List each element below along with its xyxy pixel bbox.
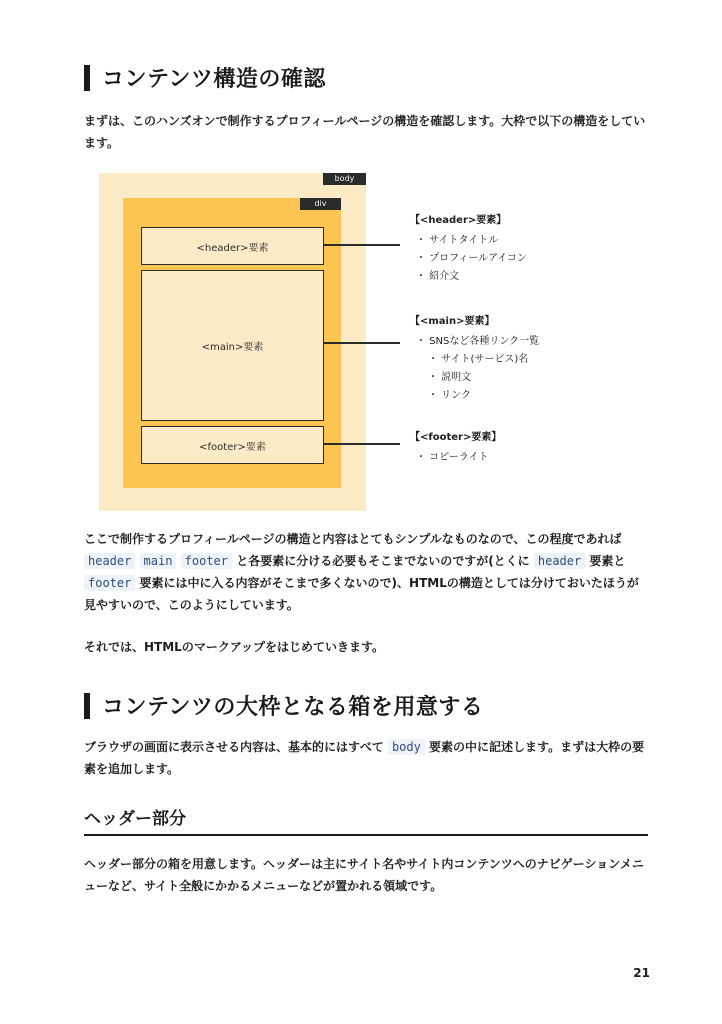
footer-note-item: ・ コピーライト [416,452,489,463]
para-text: 要素と [589,554,626,568]
main-note [410,312,539,405]
header-paragraph: ヘッダー部分の箱を用意します。ヘッダーは主にサイト名やサイト内コンテンツへのナビゲーションメニューなど、サイト全般にかかるメニューなどが置かれる領域です。 [84,857,644,893]
section-heading-box [84,690,483,721]
diagram-footer-box: <footer>要素 [141,426,324,464]
main-connector-line [324,342,400,344]
heading-bar [84,693,90,719]
para-text: と各要素に分ける必要もそこまでないのですが(とくに [236,554,530,568]
intro-paragraph: まずは、このハンズオンで制作するプロフィールページの構造を確認します。大枠で以下の構造をしています。 [84,114,646,150]
para-text: ここで制作するプロフィールページの構造と内容はとてもシンプルなものなので、この程度であれば [84,532,622,546]
header-note-title: 【<header>要素】 [410,215,507,226]
body-tag-label: body [323,173,366,185]
main-note-item: ・ SNSなど各種リンク一覧 [416,336,540,347]
heading-text: コンテンツの大枠となる箱を用意する [102,695,484,720]
main-note-title: 【<main>要素】 [410,316,495,327]
footer-connector-line [324,443,400,445]
code-inline: body [388,739,425,755]
start-paragraph: それでは、HTMLのマークアップをはじめていきます。 [84,640,385,654]
body-paragraph [84,736,650,780]
div-tag-label: div [300,198,341,210]
para-text: 要素の中に記述します。まずは大枠の要素を追加します。 [84,740,645,776]
heading-text: コンテンツ構造の確認 [102,67,326,92]
page-number: 21 [633,966,650,980]
main-note-subitem: ・ リンク [428,390,471,401]
heading-bar [84,65,90,91]
code-inline: footer [181,553,232,569]
structure-paragraph [84,528,650,616]
code-inline: main [140,553,177,569]
diagram-header-box: <header>要素 [141,227,324,265]
para-text: ブラウザの画面に表示させる内容は、基本的にはすべて [84,740,384,754]
header-note-item: ・ サイトタイトル [416,235,499,246]
code-inline: footer [84,575,135,591]
header-note-item: ・ プロフィールアイコン [416,253,527,264]
section-heading-structure [84,62,326,93]
header-note-item: ・ 紹介文 [416,271,460,282]
subheading-header-part: ヘッダー部分 [84,804,648,836]
main-note-subitem: ・ 説明文 [428,372,472,383]
header-note [410,211,527,286]
para-text: 要素には中に入る内容がそこまで多くないので)、HTMLの構造としては分けておいたほうが見やすいので、このようにしています。 [84,576,639,612]
code-inline: header [534,553,585,569]
code-inline: header [84,553,135,569]
header-connector-line [324,244,400,246]
diagram-main-box: <main>要素 [141,270,324,421]
main-note-subitem: ・ サイト(サービス)名 [428,354,529,365]
footer-note [410,428,501,467]
footer-note-title: 【<footer>要素】 [410,432,502,443]
